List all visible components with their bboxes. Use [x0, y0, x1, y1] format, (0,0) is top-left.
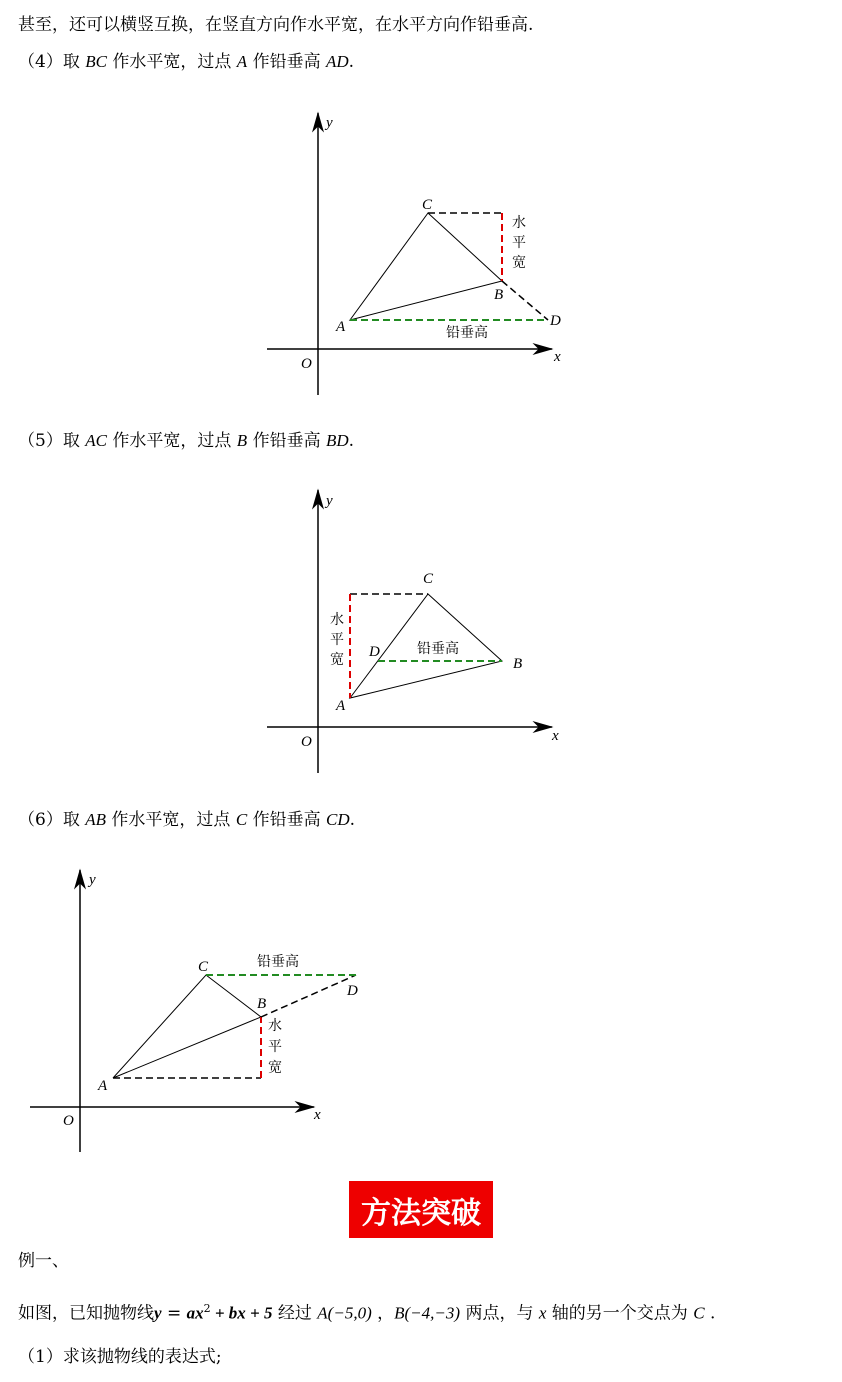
- origin-label: O: [63, 1113, 74, 1129]
- item-number: （5）: [18, 431, 63, 451]
- text: .: [704, 1303, 716, 1324]
- point-a: A(−5,0): [317, 1303, 372, 1323]
- width-label: 平: [268, 1039, 282, 1055]
- triangle-abc: [113, 975, 261, 1078]
- diagram-6: [30, 870, 358, 1152]
- text: 两点，与: [460, 1303, 539, 1324]
- text: 如图，已知抛物线: [18, 1303, 154, 1324]
- width-label: 平: [512, 235, 526, 251]
- intro-text: 甚至，还可以横竖互换，在竖直方向作水平宽，在水平方向作铅垂高.: [18, 15, 534, 35]
- point: A: [236, 52, 248, 71]
- point-b-label: B: [257, 996, 267, 1012]
- point-a-label: A: [98, 1078, 108, 1094]
- text: .: [348, 431, 355, 451]
- segment: AC: [85, 431, 107, 450]
- point-b-label: B: [513, 656, 523, 672]
- equation: ax: [186, 1303, 204, 1323]
- text: 作铅垂高: [252, 431, 321, 451]
- segment: BD: [325, 431, 349, 450]
- height-label: 铅垂高: [446, 325, 488, 341]
- dashed-line: [261, 975, 356, 1017]
- text: 作水平宽，过点: [111, 810, 231, 830]
- point-c-label: C: [423, 571, 434, 587]
- text: 作铅垂高: [252, 810, 321, 830]
- equation: =: [161, 1303, 187, 1324]
- text: ，: [371, 1303, 395, 1324]
- text: 取: [62, 431, 80, 451]
- equation: y: [154, 1303, 162, 1323]
- width-label: 平: [330, 632, 344, 648]
- width-label: 宽: [268, 1060, 282, 1076]
- y-label: y: [89, 872, 96, 888]
- text: 经过: [272, 1303, 318, 1324]
- x-variable: x: [538, 1303, 547, 1323]
- width-label: 水: [512, 215, 526, 231]
- example-problem: [18, 1298, 715, 1325]
- y-label: y: [326, 115, 333, 131]
- point-d-label: D: [347, 983, 358, 999]
- diagram-5: [267, 490, 559, 773]
- text: .: [349, 810, 356, 830]
- segment: CD: [325, 810, 350, 829]
- point-c-label: C: [198, 959, 209, 975]
- point-a-label: A: [336, 319, 346, 335]
- point-b: B(−4,−3): [394, 1303, 461, 1323]
- segment: AB: [85, 810, 107, 829]
- point-a-label: A: [336, 698, 346, 714]
- text: 作水平宽，过点: [112, 431, 232, 451]
- text: 取: [62, 52, 80, 72]
- point-b-label: B: [494, 287, 504, 303]
- text: 取: [62, 810, 80, 830]
- item-number: （4）: [18, 52, 63, 72]
- text: 作水平宽，过点: [112, 52, 232, 72]
- equation-exponent: 2: [203, 1302, 211, 1315]
- section-badge: 方法突破: [349, 1181, 493, 1238]
- question-1: （1）求该抛物线的表达式;: [18, 1347, 222, 1367]
- x-label: x: [554, 349, 561, 365]
- dashed-line: [502, 281, 548, 320]
- point: C: [235, 810, 248, 829]
- width-label: 宽: [330, 652, 344, 668]
- origin-label: O: [301, 356, 312, 372]
- width-label: 水: [268, 1018, 282, 1034]
- height-label: 铅垂高: [417, 641, 459, 657]
- diagram-4: [267, 113, 561, 395]
- y-label: y: [326, 493, 333, 509]
- origin-label: O: [301, 734, 312, 750]
- point: B: [236, 431, 248, 450]
- x-label: x: [314, 1107, 321, 1123]
- height-label: 铅垂高: [257, 954, 299, 970]
- text: 作铅垂高: [252, 52, 321, 72]
- segment: BC: [85, 52, 107, 71]
- item-number: （6）: [18, 810, 63, 830]
- x-label: x: [552, 728, 559, 744]
- point-c-label: C: [422, 197, 433, 213]
- text: .: [348, 52, 355, 72]
- width-label: 水: [330, 612, 344, 628]
- point-d-label: D: [550, 313, 561, 329]
- text: 轴的另一个交点为: [546, 1303, 694, 1324]
- point-d-label: D: [369, 644, 380, 660]
- point-c: C: [693, 1303, 705, 1323]
- triangle-abc: [350, 213, 502, 320]
- segment: AD: [325, 52, 349, 71]
- equation: + bx + 5: [210, 1303, 273, 1323]
- width-label: 宽: [512, 255, 526, 271]
- example-title: 例一、: [18, 1251, 69, 1271]
